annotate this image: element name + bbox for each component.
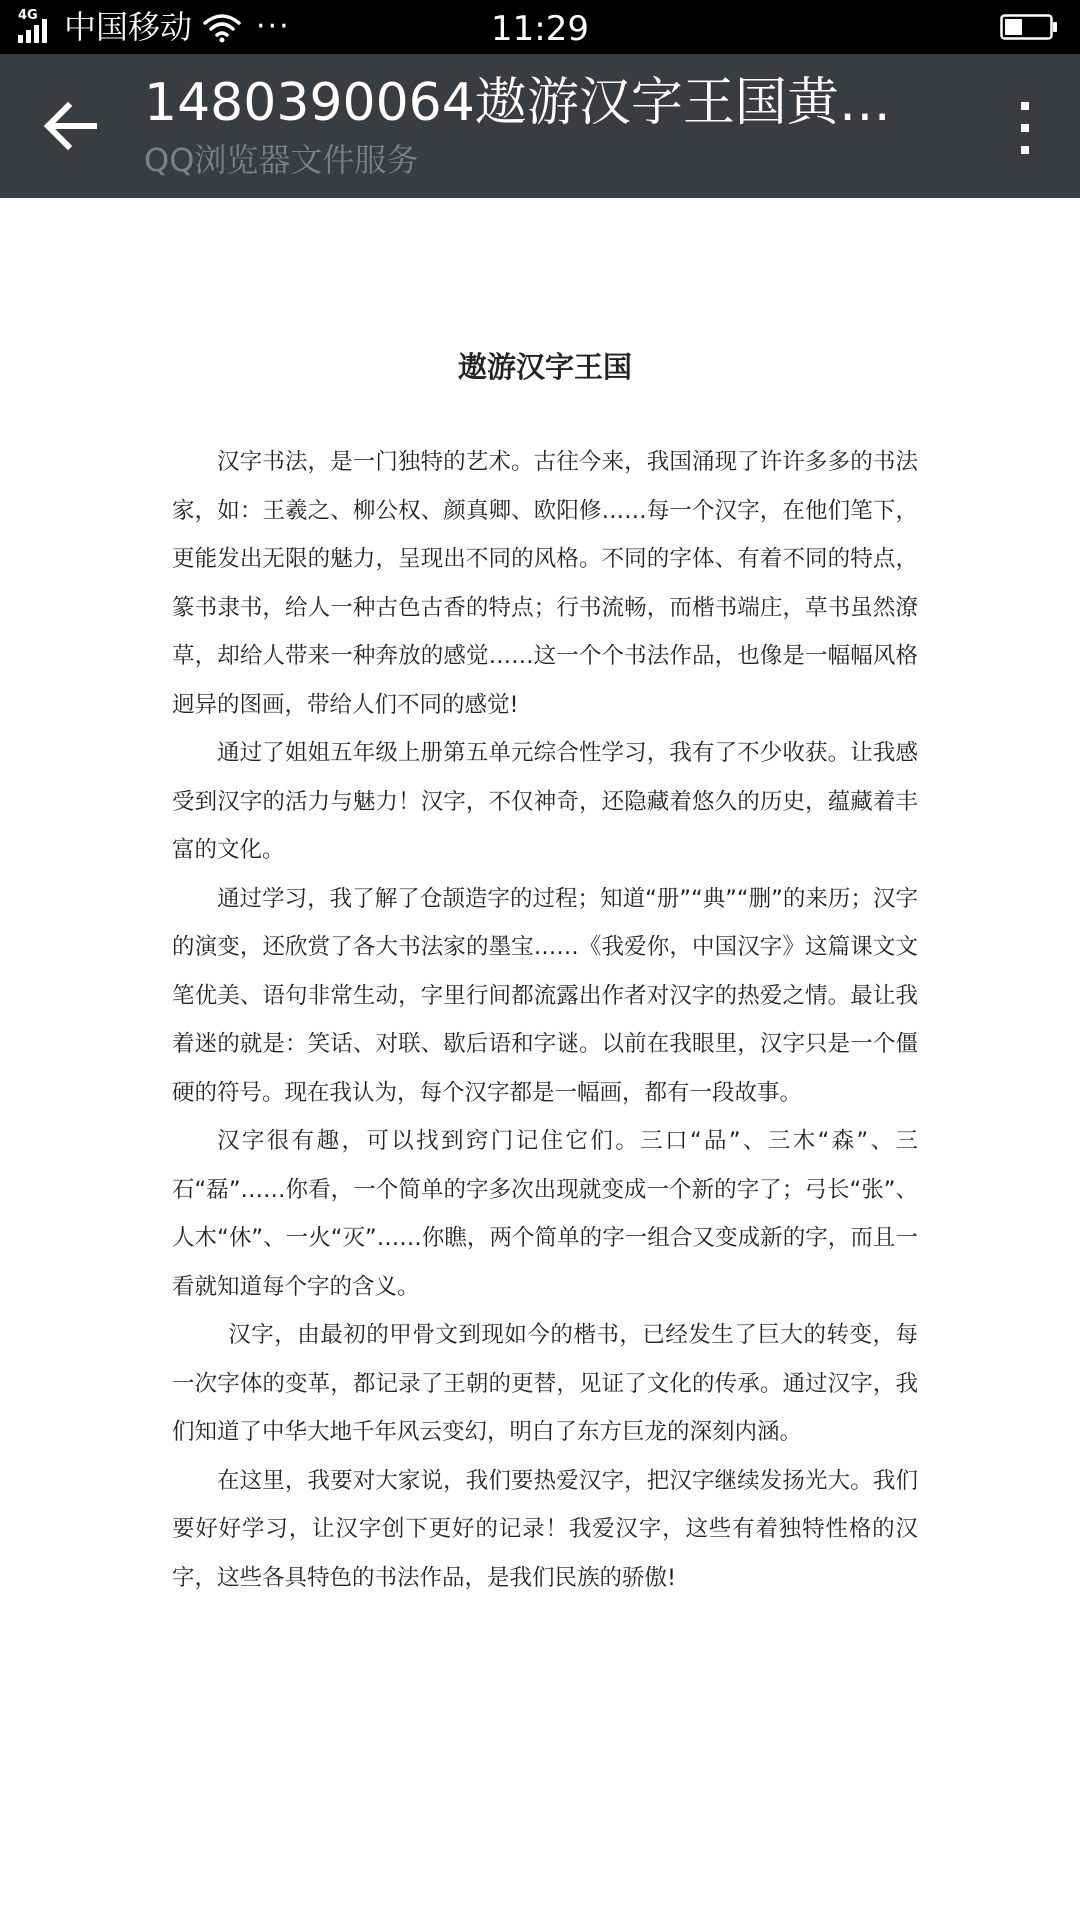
document-heading: 遨游汉字王国: [457, 350, 632, 384]
paragraph-1: 汉字书法，是一门独特的艺术。古往今来，我国涌现了许许多多的书法家，如：王羲之、柳公权、颜真卿、欧阳修……每一个汉字，在他们笔下，更能发出无限的魅力，呈现出不同的风格。不同的字体、有着不同的特点，篆书隶书，给人一种古色古香的特点；行书流畅，而楷书端庄，草书虽然潦草，却给人带来一种奔放的感觉……这一个个书法作品，也像是一幅幅风格迥异的图画，带给人们不同的感觉!: [172, 449, 918, 718]
more-notifications-indicator: ···: [256, 9, 291, 44]
wifi-icon: [202, 11, 242, 43]
battery-icon: [1000, 14, 1058, 40]
paragraph-3: 通过学习，我了解了仓颉造字的过程；知道“册”“典”“删”的来历；汉字的演变，还欣赏了各大书法家的墨宝……《我爱你，中国汉字》这篇课文文笔优美、语句非常生动，字里行间都流露出作者对汉字的热爱之情。最让我着迷的就是：笑话、对联、歇后语和字谜。以前在我眼里，汉字只是一个僵硬的符号。现在我认为，每个汉字都是一幅画，都有一段故事。: [172, 885, 918, 1106]
back-arrow-icon[interactable]: [42, 98, 100, 154]
status-bar: [0, 0, 1080, 54]
service-subtitle: QQ浏览器文件服务: [144, 141, 419, 179]
document-file-title: 1480390064遨游汉字王国黄…: [144, 73, 891, 133]
signal-indicator: [18, 7, 60, 47]
paragraph-2: 通过了姐姐五年级上册第五单元综合性学习，我有了不少收获。让我感受到汉字的活力与魅力！汉字，不仅神奇，还隐藏着悠久的历史，蕴藏着丰富的文化。: [172, 740, 918, 863]
status-left-group: [18, 0, 291, 54]
signal-bars-icon: [18, 19, 47, 43]
paragraph-6: 在这里，我要对大家说，我们要热爱汉字，把汉字继续发扬光大。我们要好好学习，让汉字创下更好的记录！我爱汉字，这些有着独特性格的汉字，这些各具特色的书法作品，是我们民族的骄傲!: [172, 1467, 918, 1591]
paragraph-5: 汉字，由最初的甲骨文到现如今的楷书，已经发生了巨大的转变，每一次字体的变革，都记录了王朝的更替，见证了文化的传承。通过汉字，我们知道了中华大地千年风云变幻，明白了东方巨龙的深刻内涵。: [172, 1322, 918, 1445]
carrier-label: 中国移动: [64, 8, 193, 46]
title-block: [144, 68, 904, 182]
overflow-menu-icon[interactable]: [1010, 98, 1040, 158]
paragraph-4: 汉字很有趣，可以找到窍门记住它们。三口“品”、三木“森”、三石“磊”……你看，一个简单的字多次出现就变成一个新的字了；弓长“张”、人木“休”、一火“灭”……你瞧，两个简单的字一组合又变成新的字，而且一看就知道每个字的含义。: [172, 1128, 918, 1300]
title-bar: [0, 54, 1080, 198]
status-clock: 11:29: [491, 9, 589, 49]
document-body: [172, 332, 918, 1602]
network-type-label: 4G: [18, 8, 38, 23]
